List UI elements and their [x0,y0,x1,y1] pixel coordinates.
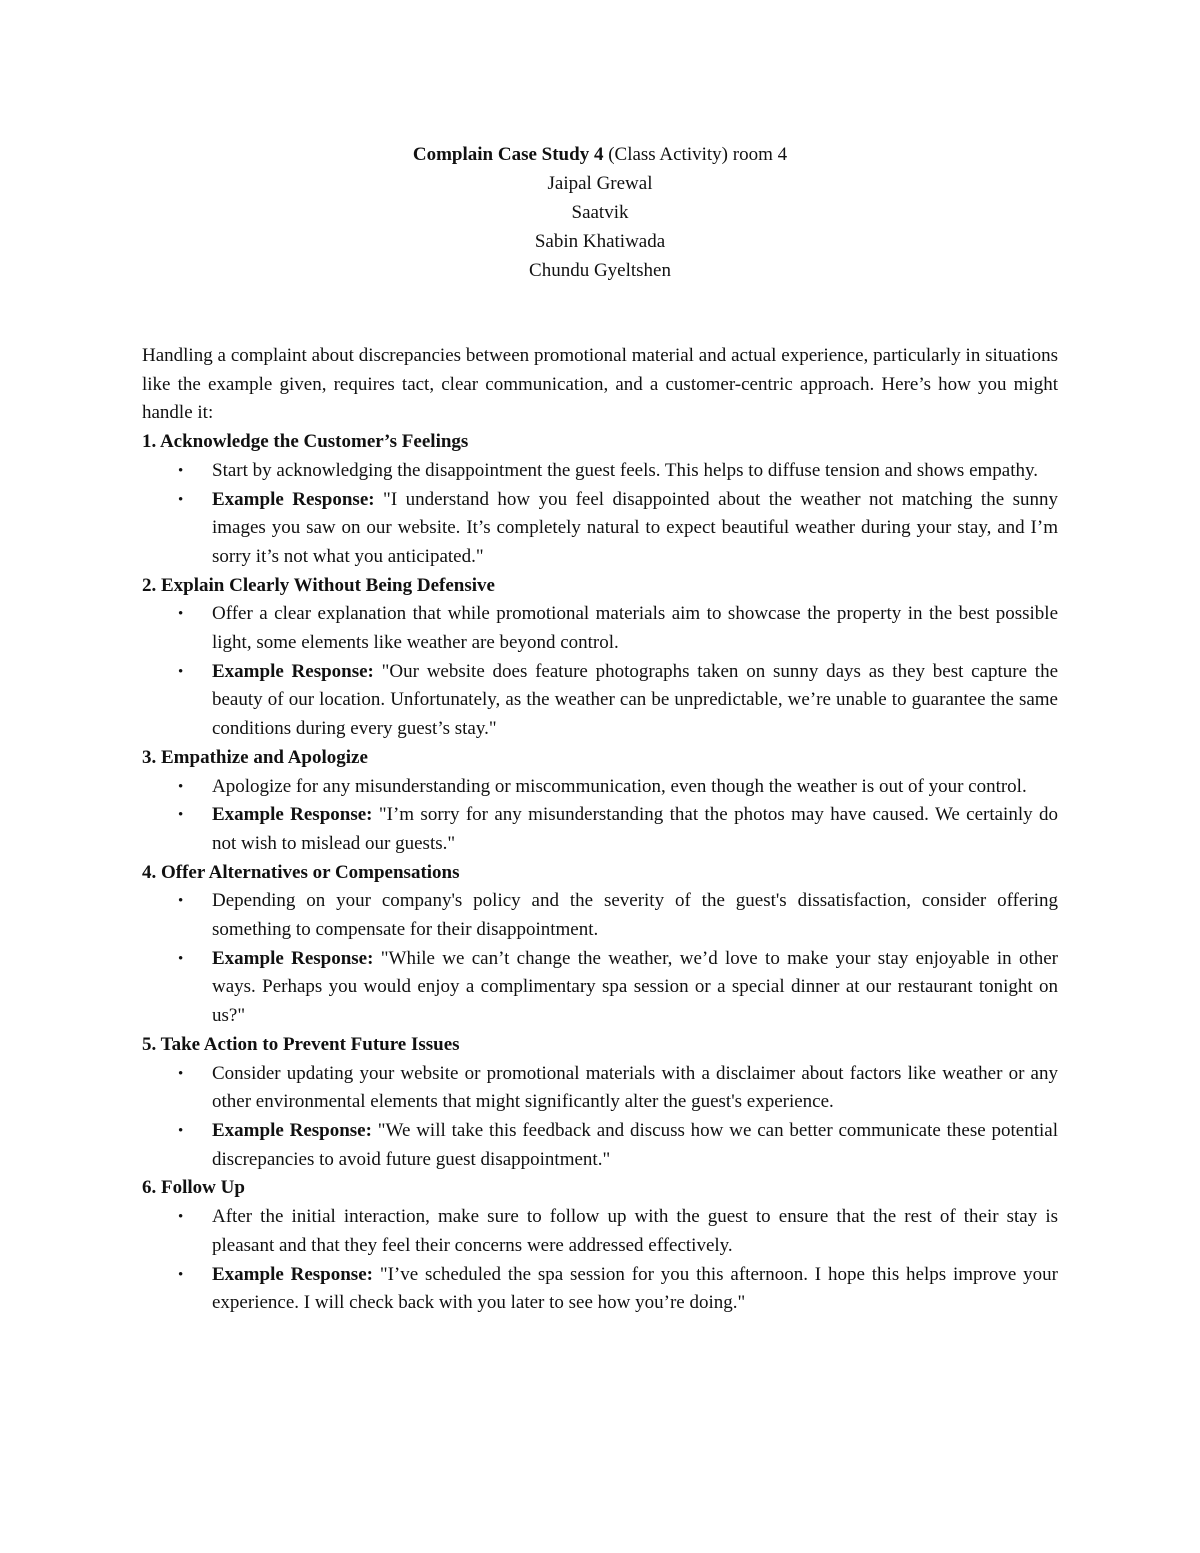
bullet-point [142,773,1058,802]
bullet-icon: • [178,491,184,508]
bullet-example [142,1261,1058,1318]
bullet-point [142,457,1058,486]
bullet-point [142,887,1058,944]
point-text: After the initial interaction, make sure to follow up with the guest to ensure that the rest of their stay is pleasant and that they feel their concerns were addressed effectively. [212,1206,1058,1256]
bullet-example [142,801,1058,858]
author-name: Chundu Gyeltshen [529,260,671,281]
document-page [142,140,1058,1318]
example-text: "While we can’t change the weather, we’d love to make your stay enjoyable in other ways. Perhaps you would enjoy a complimentary spa session or a special dinner at our restaurant tonight on us?" [212,947,1058,1027]
example-label: Example Response: [212,947,374,969]
point-text: Depending on your company's policy and the severity of the guest's dissatisfaction, consider offering something to compensate for their disappointment. [212,890,1058,941]
bullet-list [142,457,1058,572]
example-label: Example Response: [212,1119,372,1141]
section-2 [142,572,1058,744]
example-text: "We will take this feedback and discuss how we can better communicate these potential discrepancies to avoid future guest disappointment." [212,1119,1058,1170]
section-heading: 1. Acknowledge the Customer’s Feelings [142,431,469,453]
author-name: Jaipal Grewal [547,173,653,194]
section-1 [142,428,1058,572]
example-label: Example Response: [212,1263,373,1285]
section-heading: 2. Explain Clearly Without Being Defensive [142,574,495,596]
bullet-example [142,945,1058,1031]
section-4 [142,859,1058,1031]
bullet-icon: • [178,950,184,967]
example-text: "I understand how you feel disappointed about the weather not matching the sunny images you saw on our website. It’s completely natural to expect beautiful weather during your stay, and I’m sorry it’s not what you anticipated." [212,488,1058,567]
bullet-icon: • [178,606,184,623]
section-6 [142,1174,1058,1318]
bullet-list [142,1060,1058,1175]
author-name: Saatvik [571,202,629,223]
example-text: "I’ve scheduled the spa session for you this afternoon. I hope this helps improve your experience. I will check back with you later to see how you’re doing." [212,1263,1058,1314]
document-title [142,140,1058,169]
bullet-list [142,600,1058,744]
bullet-example [142,1117,1058,1174]
point-text: Consider updating your website or promotional materials with a disclaimer about factors like weather or any other environmental elements that might significantly alter the guest's experience. [212,1062,1058,1113]
section-5 [142,1031,1058,1175]
bullet-example [142,658,1058,744]
bullet-list [142,773,1058,859]
example-label: Example Response: [212,804,373,826]
section-heading: 4. Offer Alternatives or Compensations [142,861,460,883]
example-text: "Our website does feature photographs taken on sunny days as they best capture the beauty of our location. Unfortunately, as the weather can be unpredictable, we’re unable to guarantee the same conditions during every guest’s stay." [212,660,1059,740]
bullet-icon: • [178,1065,184,1082]
example-text: "I’m sorry for any misunderstanding that the photos may have caused. We certainly do not wish to mislead our guests." [212,804,1058,854]
bullet-icon: • [178,1122,184,1139]
section-heading: 5. Take Action to Prevent Future Issues [142,1033,460,1055]
point-text: Start by acknowledging the disappointment the guest feels. This helps to diffuse tension and shows empathy. [212,459,1039,481]
section-heading: 6. Follow Up [142,1177,245,1199]
bullet-icon: • [178,1266,184,1283]
point-text: Apologize for any misunderstanding or miscommunication, even though the weather is out of your control. [212,775,1027,797]
bullet-icon: • [178,778,184,795]
bullet-point [142,1203,1058,1260]
bullet-icon: • [178,893,184,910]
intro-paragraph: Handling a complaint about discrepancies between promotional material and actual experience, particularly in situations like the example given, requires tact, clear communication, and a customer-centric approach. Here’s how you might handle it: [142,345,1058,424]
example-label: Example Response: [212,660,374,682]
bullet-point [142,1060,1058,1117]
title-bold: Complain Case Study 4 [412,144,604,165]
bullet-point [142,600,1058,657]
section-3 [142,744,1058,859]
bullet-icon: • [178,1209,184,1226]
point-text: Offer a clear explanation that while promotional materials aim to showcase the property in the best possible light, some elements like weather are beyond control. [212,603,1058,654]
bullet-list [142,1203,1058,1318]
example-label: Example Response: [212,488,375,510]
bullet-icon: • [178,663,184,680]
title-rest: (Class Activity) room 4 [603,144,788,165]
bullet-icon: • [178,807,184,824]
bullet-list [142,887,1058,1031]
document-header [142,140,1058,285]
section-heading: 3. Empathize and Apologize [142,746,368,768]
bullet-icon: • [178,462,184,479]
bullet-example [142,486,1058,572]
author-name: Sabin Khatiwada [534,231,666,252]
